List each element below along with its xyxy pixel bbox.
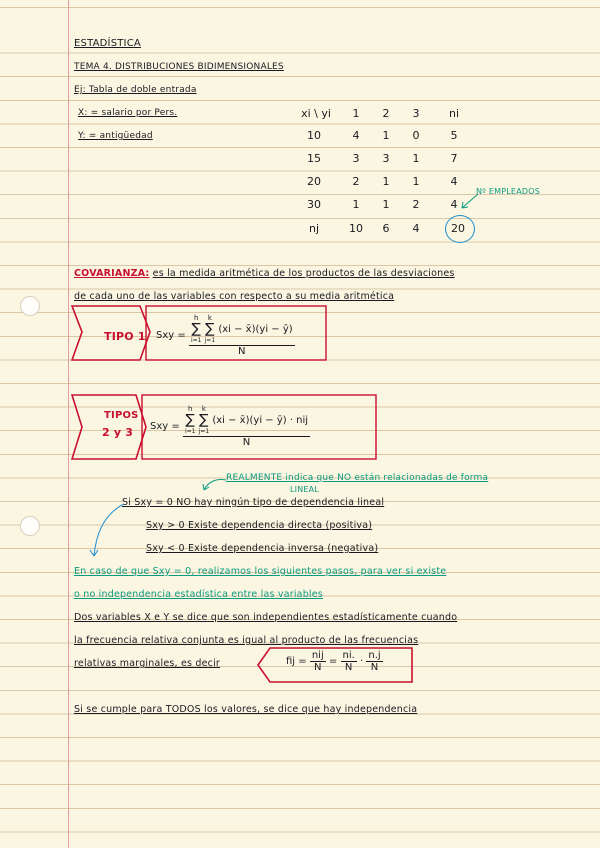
- tipo1-fraction: [189, 314, 295, 357]
- table-cell: 2: [352, 175, 360, 188]
- tipos23-formula: [150, 405, 310, 448]
- sum-symbol: k ∑ j=1: [198, 405, 210, 435]
- row-label: 10: [307, 129, 321, 142]
- covarianza-line2: de cada uno de las variables con respecto a su media aritmética: [74, 291, 395, 302]
- table-cell: 7: [450, 152, 458, 165]
- tipos23-fraction: [183, 405, 310, 448]
- tipos23-lhs: Sxy =: [150, 421, 180, 432]
- annotation-arrow-icon: [458, 192, 480, 212]
- curve-arrow-icon: [84, 500, 128, 562]
- table-cell: 4: [352, 129, 360, 142]
- row-label: 20: [307, 175, 321, 188]
- tipo1-numerator: [189, 314, 295, 346]
- col-header: 3: [412, 107, 420, 120]
- tipos23-label-2: 2 y 3: [102, 426, 134, 439]
- table-cell: 10: [349, 222, 363, 235]
- variable-y: Y: = antigüedad: [78, 131, 153, 141]
- independence-line1: Dos variables X e Y se dice que son independientes estadísticamente cuando: [74, 612, 458, 623]
- table-cell: 1: [352, 198, 360, 211]
- col-header: 1: [352, 107, 360, 120]
- green-para-line1: En caso de que Sxy = 0, realizamos los siguientes pasos, para ver si existe: [74, 566, 447, 577]
- covarianza-line1: [74, 268, 455, 279]
- tipos23-numerator: [183, 405, 310, 437]
- topic-title: TEMA 4. DISTRIBUCIONES BIDIMENSIONALES: [74, 62, 284, 72]
- f-fraction-1: $\frac{\text{nij}}{N}$: [311, 650, 324, 673]
- tipo1-lhs: Sxy =: [156, 330, 186, 341]
- row-label: 15: [307, 152, 321, 165]
- table-cell: 1: [412, 152, 420, 165]
- tipo1-denominator: N: [238, 346, 246, 357]
- f-fraction-3: $\frac{n.j}{N}$: [368, 650, 381, 673]
- table-cell: 0: [412, 129, 420, 142]
- example-label: Ej: Tabla de doble entrada: [74, 85, 197, 95]
- table-corner: xi \ yi: [301, 107, 331, 120]
- sum-symbol: h ∑ i=1: [190, 314, 202, 344]
- f-equals: =: [328, 656, 338, 667]
- punch-hole: [20, 296, 40, 316]
- sum-symbol: k ∑ j=1: [204, 314, 216, 344]
- col-header: 2: [382, 107, 390, 120]
- table-cell: 1: [382, 198, 390, 211]
- table-cell: 4: [412, 222, 420, 235]
- table-cell: 1: [412, 175, 420, 188]
- green-note-line1: REALMENTE indica que NO están relacionadas de forma: [226, 473, 489, 483]
- f-lhs: fij =: [286, 656, 307, 667]
- covarianza-term: COVARIANZA:: [74, 268, 150, 279]
- row-label: 30: [307, 198, 321, 211]
- table-cell: 4: [450, 175, 458, 188]
- independence-formula: [286, 650, 383, 673]
- tipo1-formula: [156, 314, 295, 357]
- tipos23-label-1: TIPOS: [104, 410, 139, 421]
- case-negative: Sxy < 0 Existe dependencia inversa (negativa): [146, 543, 379, 554]
- col-header: ni: [448, 107, 460, 120]
- tipo1-numerator-text: (xi − x̄)(yi − ȳ): [218, 324, 293, 335]
- case-zero: Si Sxy = 0 NO hay ningún tipo de dependencia lineal: [122, 497, 385, 508]
- case-positive: Sxy > 0 Existe dependencia directa (positiva): [146, 520, 373, 531]
- note-arrow-icon: [198, 474, 228, 494]
- green-para-line2: o no independencia estadística entre las variables: [74, 589, 323, 600]
- table-cell: 3: [352, 152, 360, 165]
- table-cell: 6: [382, 222, 390, 235]
- table-cell: 1: [382, 175, 390, 188]
- table-cell: 2: [412, 198, 420, 211]
- tipo1-label: TIPO 1: [104, 330, 146, 343]
- table-cell: 5: [450, 129, 458, 142]
- table-cell: 1: [382, 129, 390, 142]
- f-dot: ·: [359, 656, 364, 667]
- table-cell: 4: [450, 198, 458, 211]
- table-annotation: Nº EMPLEADOS: [476, 187, 540, 196]
- tipos23-numerator-text: (xi − x̄)(yi − ȳ) · nij: [212, 415, 309, 426]
- punch-hole: [20, 516, 40, 536]
- margin-line: [68, 0, 69, 848]
- green-note-line2: LINEAL: [290, 485, 319, 494]
- tipos23-denominator: N: [242, 437, 251, 448]
- independence-line3: relativas marginales, es decir: [74, 658, 221, 669]
- f-fraction-2: $\frac{ni.}{N}$: [342, 650, 355, 673]
- row-label: nj: [308, 222, 320, 235]
- covarianza-definition: es la medida aritmética de los productos de las desviaciones: [152, 268, 455, 279]
- subject-title: ESTADÍSTICA: [74, 38, 141, 49]
- total-circle: [445, 215, 475, 243]
- table-cell: 3: [382, 152, 390, 165]
- variable-x: X: = salario por Pers.: [78, 108, 178, 118]
- total-cell: 20: [451, 222, 465, 235]
- sum-symbol: h ∑ i=1: [184, 405, 196, 435]
- conclusion: Si se cumple para TODOS los valores, se dice que hay independencia: [74, 704, 418, 715]
- independence-line2: la frecuencia relativa conjunta es igual al producto de las frecuencias: [74, 635, 419, 646]
